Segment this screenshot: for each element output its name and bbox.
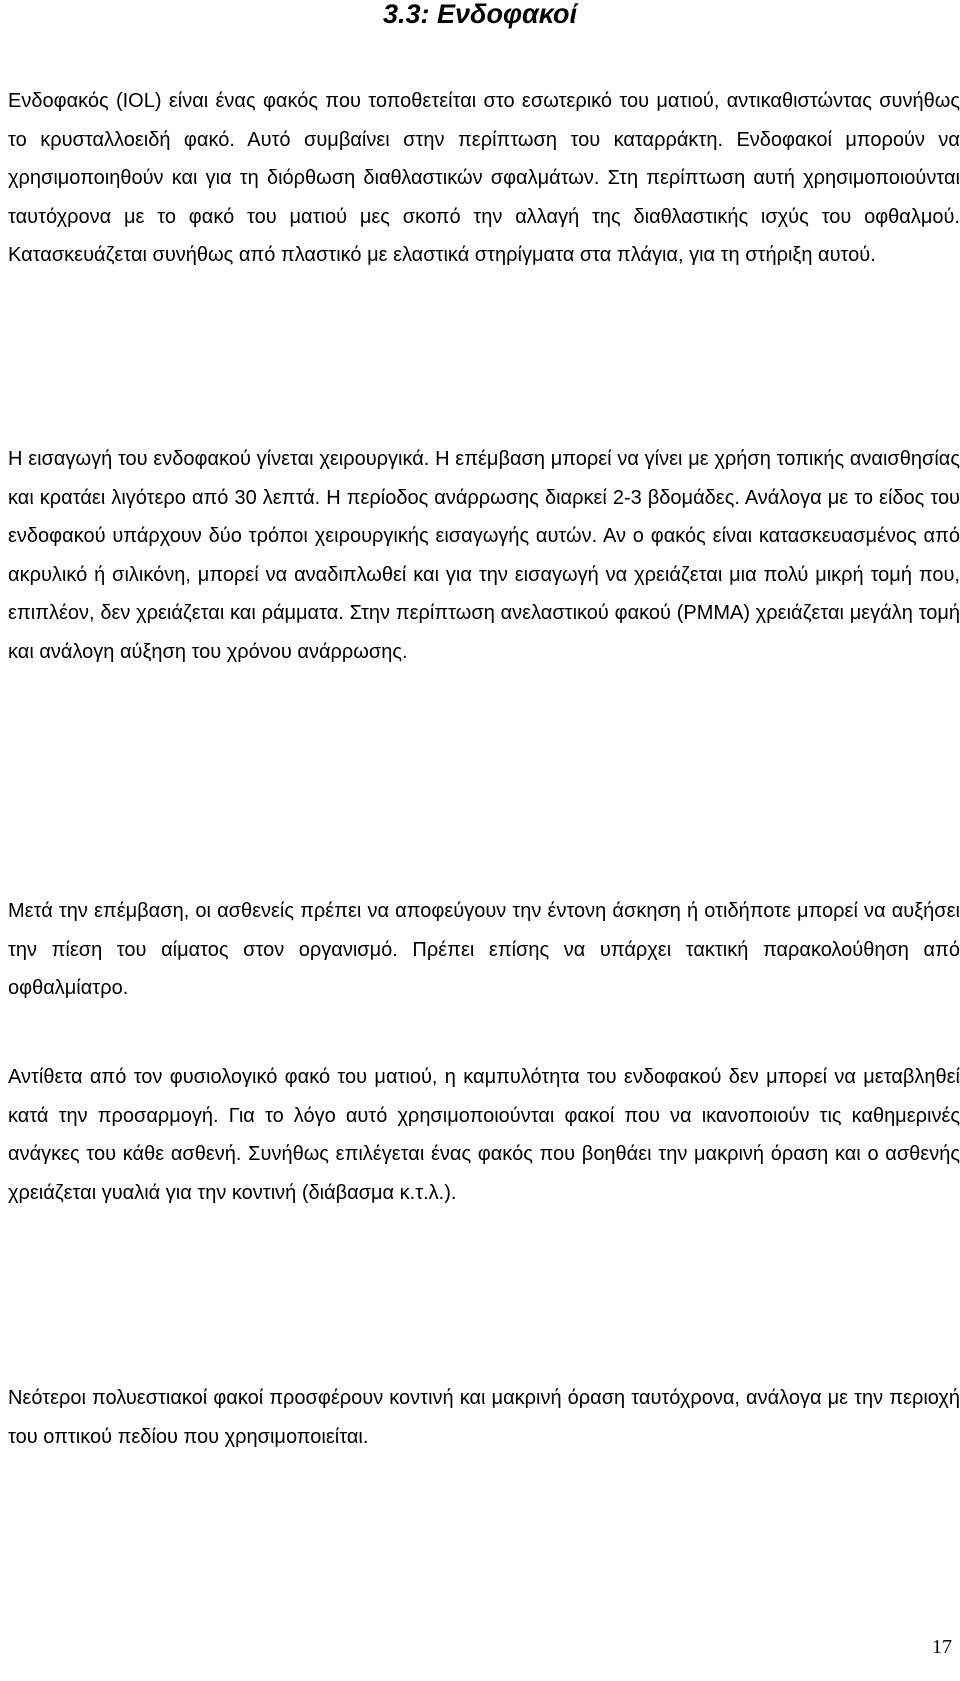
- page-number: 17: [932, 1636, 952, 1658]
- section-title: 3.3: Ενδοφακοί: [382, 0, 577, 29]
- paragraph-accommodation-limits: Αντίθετα από τον φυσιολογικό φακό του ματιού, η καμπυλότητα του ενδοφακού δεν μπορεί να μεταβληθεί κατά την προσαρμογή. Για το λόγο αυτό χρησιμοποιούνται φακοί που να ικανοποιούν τις καθημερινές ανάγκες του κάθε ασθενή. Συνήθως επιλέγεται ένας φακός που βοηθάει την μακρινή όραση και ο ασθενής χρειάζεται γυαλιά για την κοντινή (διάβασμα κ.τ.λ.).: [8, 1066, 960, 1204]
- paragraph-surgical-insertion: Η εισαγωγή του ενδοφακού γίνεται χειρουργικά. Η επέμβαση μπορεί να γίνει με χρήση τοπικής αναισθησίας και κρατάει λιγότερο από 30 λεπτά. Η περίοδος ανάρρωσης διαρκεί 2-3 βδομάδες. Ανάλογα με το είδος του ενδοφακού υπάρχουν δύο τρόποι χειρουργικής εισαγωγής αυτών. Αν ο φακός είναι κατασκευασμένος από ακρυλικό ή σιλικόνη, μπορεί να αναδιπλωθεί και για την εισαγωγή να χρειάζεται μια πολύ μικρή τομή που, επιπλέον, δεν χρειάζεται και ράμματα. Στην περίπτωση ανελαστικού φακού (PMMA) χρειάζεται μεγάλη τομή και ανάλογη αύξηση του χρόνου ανάρρωσης.: [8, 448, 960, 663]
- paragraph-intraocular-lens-definition: Ενδοφακός (IOL) είναι ένας φακός που τοποθετείται στο εσωτερικό του ματιού, αντικαθιστώντας συνήθως το κρυσταλλοειδή φακό. Αυτό συμβαίνει στην περίπτωση του καταρράκτη. Ενδοφακοί μπορούν να χρησιμοποιηθούν και για τη διόρθωση διαθλαστικών σφαλμάτων. Στη περίπτωση αυτή χρησιμοποιούνται ταυτόχρονα με το φακό του ματιού μες σκοπό την αλλαγή της διαθλαστικής ισχύς του οφθαλμού. Κατασκευάζεται συνήθως από πλαστικό με ελαστικά στηρίγματα στα πλάγια, για τη στήριξη αυτού.: [8, 90, 960, 267]
- paragraph-multifocal-lenses: Νεότεροι πολυεστιακοί φακοί προσφέρουν κοντινή και μακρινή όραση ταυτόχρονα, ανάλογα με την περιοχή του οπτικού πεδίου που χρησιμοποιείται.: [8, 1387, 960, 1448]
- paragraph-post-operative-care: Μετά την επέμβαση, οι ασθενείς πρέπει να αποφεύγουν την έντονη άσκηση ή οτιδήποτε μπορεί να αυξήσει την πίεση του αίματος στον οργανισμό. Πρέπει επίσης να υπάρχει τακτική παρακολούθηση από οφθαλμίατρο.: [8, 900, 960, 1000]
